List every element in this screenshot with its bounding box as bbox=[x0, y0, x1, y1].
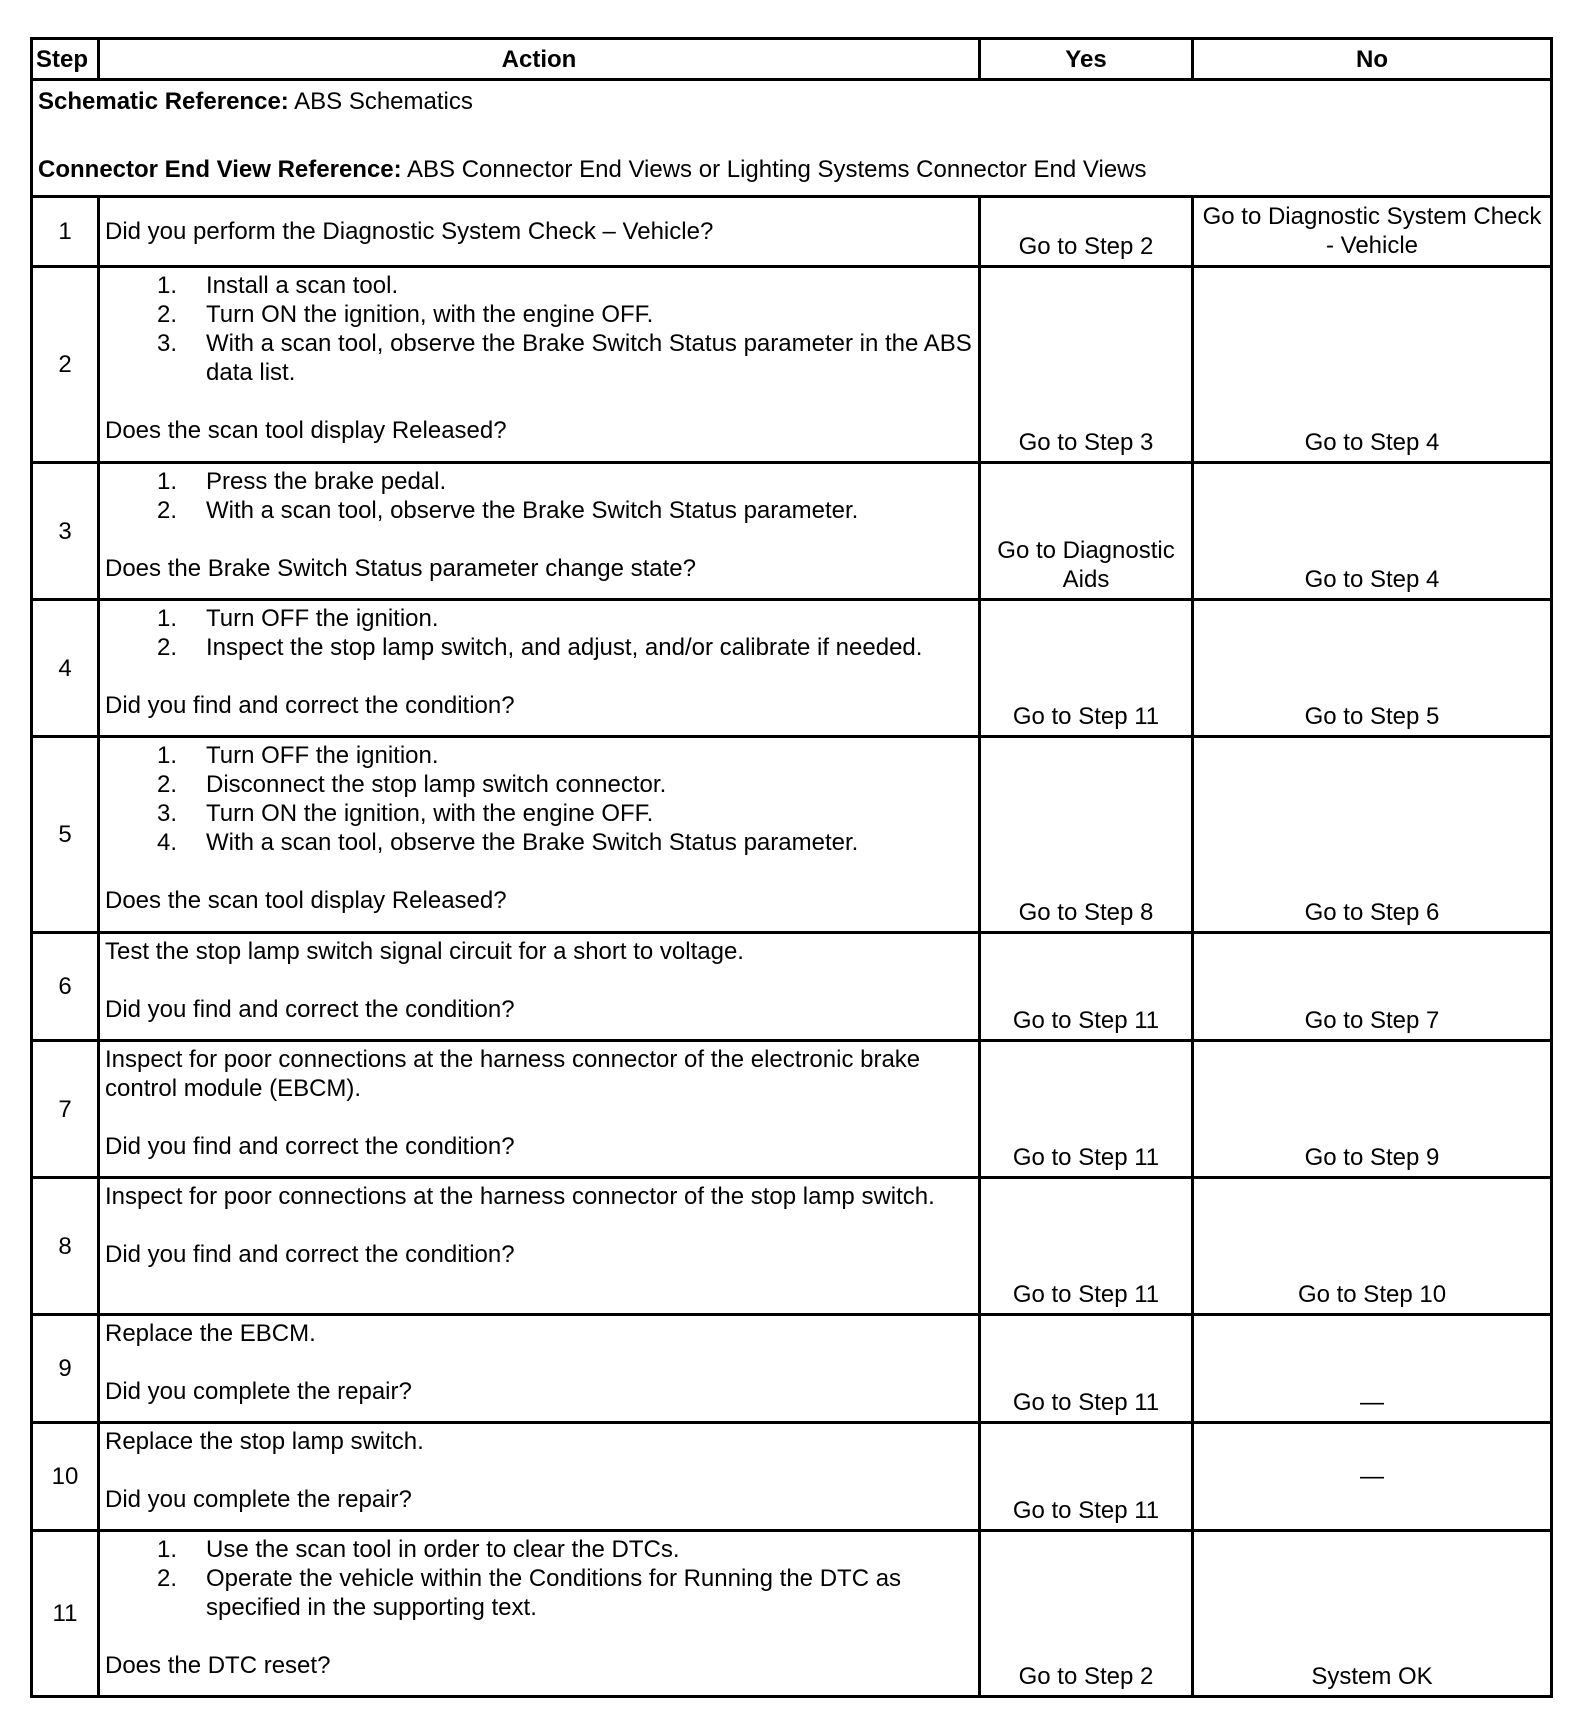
action-step-index: 1. bbox=[157, 742, 178, 769]
action-step-text: With a scan tool, observe the Brake Switch Status parameter. bbox=[206, 829, 859, 856]
step-no-result: Go to Step 4 bbox=[1193, 463, 1552, 600]
action-spacer bbox=[105, 662, 973, 691]
action-step-index: 3. bbox=[157, 330, 178, 357]
step-yes-result: Go to Step 11 bbox=[980, 1041, 1193, 1178]
action-spacer bbox=[105, 1103, 973, 1132]
step-number: 9 bbox=[32, 1315, 99, 1423]
step-no-result: Go to Step 5 bbox=[1193, 600, 1552, 737]
action-instruction: Test the stop lamp switch signal circuit for a short to voltage. bbox=[105, 938, 744, 965]
header-no: No bbox=[1193, 39, 1552, 80]
action-instruction: Inspect for poor connections at the harness connector of the stop lamp switch. bbox=[105, 1183, 935, 1210]
step-no-result: Go to Step 10 bbox=[1193, 1178, 1552, 1315]
step-yes-result: Go to Step 2 bbox=[980, 197, 1193, 267]
action-step-text: Disconnect the stop lamp switch connector. bbox=[206, 771, 667, 798]
connector-reference bbox=[38, 155, 1545, 184]
action-step-item bbox=[105, 604, 973, 633]
connector-reference-label: Connector End View Reference: bbox=[38, 156, 402, 183]
action-spacer bbox=[105, 1211, 973, 1240]
action-step-index: 2. bbox=[157, 634, 178, 661]
reference-gap bbox=[38, 116, 1545, 155]
action-step-text: Turn ON the ignition, with the engine OFF. bbox=[206, 800, 654, 827]
action-step-index: 2. bbox=[157, 301, 178, 328]
action-question: Did you find and correct the condition? bbox=[105, 1241, 515, 1268]
step-yes-result: Go to Step 11 bbox=[980, 1315, 1193, 1423]
action-spacer bbox=[105, 525, 973, 554]
step-action bbox=[99, 737, 980, 933]
action-spacer bbox=[105, 1456, 973, 1485]
reference-cell bbox=[32, 80, 1552, 197]
action-question: Did you find and correct the condition? bbox=[105, 692, 515, 719]
connector-reference-value: ABS Connector End Views or Lighting Systems Connector End Views bbox=[401, 156, 1147, 183]
step-number: 1 bbox=[32, 197, 99, 267]
step-number: 5 bbox=[32, 737, 99, 933]
action-instruction: Replace the EBCM. bbox=[105, 1320, 316, 1347]
step-row-8 bbox=[32, 1178, 1552, 1315]
step-number: 7 bbox=[32, 1041, 99, 1178]
header-yes: Yes bbox=[980, 39, 1193, 80]
diagnostic-table-sheet bbox=[30, 37, 1550, 1698]
action-step-index: 4. bbox=[157, 829, 178, 856]
step-number: 10 bbox=[32, 1423, 99, 1531]
action-step-text: Turn OFF the ignition. bbox=[206, 742, 439, 769]
step-yes-result: Go to Step 3 bbox=[980, 267, 1193, 463]
step-yes-result: Go to Step 11 bbox=[980, 600, 1193, 737]
action-step-index: 2. bbox=[157, 1565, 178, 1592]
action-question: Does the DTC reset? bbox=[105, 1652, 331, 1679]
step-yes-result: Go to Step 11 bbox=[980, 1178, 1193, 1315]
step-no-result: Go to Step 7 bbox=[1193, 933, 1552, 1041]
step-action bbox=[99, 197, 980, 267]
step-row-5 bbox=[32, 737, 1552, 933]
action-step-item bbox=[105, 1535, 973, 1564]
steps-body bbox=[32, 197, 1552, 1697]
step-number: 6 bbox=[32, 933, 99, 1041]
action-spacer bbox=[105, 1348, 973, 1377]
step-no-result: Go to Diagnostic System Check - Vehicle bbox=[1193, 197, 1552, 267]
action-step-text: With a scan tool, observe the Brake Switch Status parameter. bbox=[206, 497, 859, 524]
action-spacer bbox=[105, 857, 973, 886]
action-step-item bbox=[105, 300, 973, 329]
action-step-index: 1. bbox=[157, 468, 178, 495]
action-spacer bbox=[105, 1622, 973, 1651]
action-step-text: Inspect the stop lamp switch, and adjust, and/or calibrate if needed. bbox=[206, 634, 923, 661]
action-instruction: Inspect for poor connections at the harness connector of the electronic brake control module (EBCM). bbox=[105, 1046, 921, 1102]
step-no-result: — bbox=[1193, 1315, 1552, 1423]
action-question: Does the Brake Switch Status parameter change state? bbox=[105, 555, 696, 582]
action-step-text: Turn ON the ignition, with the engine OFF. bbox=[206, 301, 654, 328]
action-step-text: Turn OFF the ignition. bbox=[206, 605, 439, 632]
action-step-item bbox=[105, 799, 973, 828]
action-step-item bbox=[105, 271, 973, 300]
action-step-item bbox=[105, 633, 973, 662]
step-number: 4 bbox=[32, 600, 99, 737]
action-step-item bbox=[105, 1564, 973, 1622]
step-row-9 bbox=[32, 1315, 1552, 1423]
action-steps-list bbox=[105, 741, 973, 857]
action-question: Did you perform the Diagnostic System Check – Vehicle? bbox=[105, 218, 714, 245]
header-action: Action bbox=[99, 39, 980, 80]
action-instruction: Replace the stop lamp switch. bbox=[105, 1428, 424, 1455]
step-number: 3 bbox=[32, 463, 99, 600]
step-row-3 bbox=[32, 463, 1552, 600]
action-step-index: 1. bbox=[157, 1536, 178, 1563]
action-step-text: Operate the vehicle within the Conditions for Running the DTC as specified in the supporting text. bbox=[206, 1565, 902, 1621]
action-step-item bbox=[105, 741, 973, 770]
step-action bbox=[99, 933, 980, 1041]
step-number: 11 bbox=[32, 1531, 99, 1697]
step-action bbox=[99, 463, 980, 600]
step-row-7 bbox=[32, 1041, 1552, 1178]
step-no-result: Go to Step 9 bbox=[1193, 1041, 1552, 1178]
action-step-item bbox=[105, 329, 973, 387]
schematic-reference-value: ABS Schematics bbox=[288, 88, 473, 115]
step-action bbox=[99, 1178, 980, 1315]
step-action bbox=[99, 600, 980, 737]
action-step-text: Press the brake pedal. bbox=[206, 468, 447, 495]
action-spacer bbox=[105, 966, 973, 995]
action-steps-list bbox=[105, 467, 973, 525]
step-no-result: — bbox=[1193, 1423, 1552, 1531]
action-step-index: 2. bbox=[157, 497, 178, 524]
step-action bbox=[99, 1315, 980, 1423]
step-yes-result: Go to Step 8 bbox=[980, 737, 1193, 933]
action-steps-list bbox=[105, 604, 973, 662]
schematic-reference bbox=[38, 87, 1545, 116]
action-question: Did you complete the repair? bbox=[105, 1378, 412, 1405]
action-step-text: Install a scan tool. bbox=[206, 272, 399, 299]
action-question: Did you find and correct the condition? bbox=[105, 996, 515, 1023]
action-question: Did you find and correct the condition? bbox=[105, 1133, 515, 1160]
action-question: Does the scan tool display Released? bbox=[105, 887, 507, 914]
step-row-11 bbox=[32, 1531, 1552, 1697]
action-step-index: 1. bbox=[157, 605, 178, 632]
step-number: 2 bbox=[32, 267, 99, 463]
diagnostic-table bbox=[30, 37, 1553, 1698]
step-action bbox=[99, 1423, 980, 1531]
action-step-index: 3. bbox=[157, 800, 178, 827]
action-spacer bbox=[105, 387, 973, 416]
header-row bbox=[32, 39, 1552, 80]
action-question: Did you complete the repair? bbox=[105, 1486, 412, 1513]
step-action bbox=[99, 267, 980, 463]
step-number: 8 bbox=[32, 1178, 99, 1315]
step-no-result: Go to Step 4 bbox=[1193, 267, 1552, 463]
action-question: Does the scan tool display Released? bbox=[105, 417, 507, 444]
step-row-4 bbox=[32, 600, 1552, 737]
step-row-2 bbox=[32, 267, 1552, 463]
action-step-index: 1. bbox=[157, 272, 178, 299]
action-step-item bbox=[105, 770, 973, 799]
action-steps-list bbox=[105, 1535, 973, 1622]
action-step-text: With a scan tool, observe the Brake Switch Status parameter in the ABS data list. bbox=[206, 330, 972, 386]
step-yes-result: Go to Step 2 bbox=[980, 1531, 1193, 1697]
step-no-result: System OK bbox=[1193, 1531, 1552, 1697]
action-step-index: 2. bbox=[157, 771, 178, 798]
step-row-6 bbox=[32, 933, 1552, 1041]
action-step-item bbox=[105, 467, 973, 496]
step-row-1 bbox=[32, 197, 1552, 267]
header-step: Step bbox=[32, 39, 99, 80]
action-step-item bbox=[105, 496, 973, 525]
step-action bbox=[99, 1041, 980, 1178]
action-step-item bbox=[105, 828, 973, 857]
step-row-10 bbox=[32, 1423, 1552, 1531]
step-yes-result: Go to Step 11 bbox=[980, 1423, 1193, 1531]
schematic-reference-label: Schematic Reference: bbox=[38, 88, 289, 115]
step-action bbox=[99, 1531, 980, 1697]
action-step-text: Use the scan tool in order to clear the DTCs. bbox=[206, 1536, 680, 1563]
step-yes-result: Go to Step 11 bbox=[980, 933, 1193, 1041]
action-steps-list bbox=[105, 271, 973, 387]
reference-row bbox=[32, 80, 1552, 197]
step-no-result: Go to Step 6 bbox=[1193, 737, 1552, 933]
step-yes-result: Go to Diagnostic Aids bbox=[980, 463, 1193, 600]
